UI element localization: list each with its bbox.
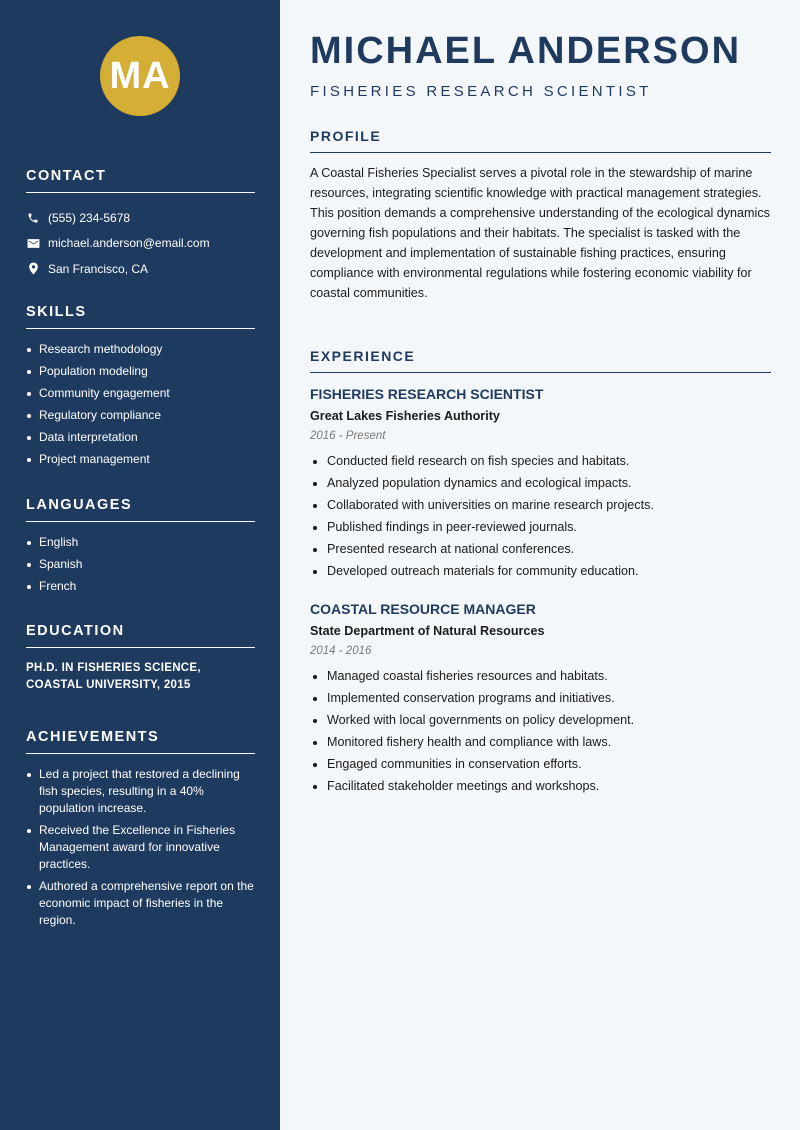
achievement-item: Led a project that restored a declining fish species, resulting in a 40% population increase. <box>26 766 255 817</box>
language-item: French <box>26 578 255 595</box>
profile-heading: PROFILE <box>310 128 771 153</box>
profile-text: A Coastal Fisheries Specialist serves a pivotal role in the stewardship of marine resources, integrating scientific knowledge with practical management strategies. This position demands a comprehensive understanding of the ecological dynamics governing fish populations and their habitats. The specialist is tasked with the development and implementation of sustainable fishing practices, ensuring compliance with environmental regulations while fostering economic viability for coastal communities. <box>310 166 770 300</box>
job-dates: 2016 - Present <box>310 430 386 442</box>
job-bullet: Presented research at national conferences. <box>310 541 771 558</box>
contact-email <box>26 231 255 257</box>
job-bullet: Collaborated with universities on marine research projects. <box>310 497 771 514</box>
email-text: michael.anderson@email.com <box>48 236 210 251</box>
candidate-role: FISHERIES RESEARCH SCIENTIST <box>310 83 652 100</box>
language-item: Spanish <box>26 556 255 573</box>
achievements-heading: ACHIEVEMENTS <box>26 729 255 754</box>
location-text: San Francisco, CA <box>48 261 149 276</box>
profile-section <box>310 128 771 316</box>
job-entry <box>310 386 771 585</box>
skill-item: Regulatory compliance <box>26 407 255 424</box>
job-title: COASTAL RESOURCE MANAGER <box>310 601 536 617</box>
skills-list <box>26 341 255 468</box>
email-icon <box>26 236 40 250</box>
job-bullet: Engaged communities in conservation efforts. <box>310 756 771 773</box>
skill-item: Project management <box>26 451 255 468</box>
education-heading: EDUCATION <box>26 623 255 648</box>
job-bullet: Facilitated stakeholder meetings and workshops. <box>310 778 771 795</box>
job-bullets <box>310 453 771 580</box>
job-bullet: Published findings in peer-reviewed journals. <box>310 519 771 536</box>
job-bullets <box>310 668 771 795</box>
job-bullet: Conducted field research on fish species and habitats. <box>310 453 771 470</box>
experience-heading: EXPERIENCE <box>310 348 771 373</box>
sidebar <box>0 0 280 1130</box>
achievement-item: Received the Excellence in Fisheries Management award for innovative practices. <box>26 822 255 873</box>
job-company: Great Lakes Fisheries Authority <box>310 409 500 423</box>
achievement-item: Authored a comprehensive report on the economic impact of fisheries in the region. <box>26 878 255 929</box>
skill-item: Research methodology <box>26 341 255 358</box>
languages-section <box>26 497 255 600</box>
contact-location <box>26 256 255 282</box>
location-pin-icon <box>26 262 40 276</box>
job-bullet: Managed coastal fisheries resources and habitats. <box>310 668 771 685</box>
job-title: FISHERIES RESEARCH SCIENTIST <box>310 386 544 402</box>
skill-item: Population modeling <box>26 363 255 380</box>
skills-heading: SKILLS <box>26 304 255 329</box>
languages-list <box>26 534 255 595</box>
contact-section <box>26 168 255 282</box>
skill-item: Data interpretation <box>26 429 255 446</box>
job-bullet: Monitored fishery health and compliance with laws. <box>310 734 771 751</box>
achievements-section <box>26 729 255 934</box>
job-bullet: Developed outreach materials for community education. <box>310 563 771 580</box>
skill-item: Community engagement <box>26 385 255 402</box>
language-item: English <box>26 534 255 551</box>
job-bullet: Worked with local governments on policy development. <box>310 712 771 729</box>
languages-heading: LANGUAGES <box>26 497 255 522</box>
contact-phone <box>26 205 255 231</box>
avatar: MA <box>100 36 180 116</box>
job-entry <box>310 601 771 800</box>
candidate-name: MICHAEL ANDERSON <box>310 30 742 72</box>
job-dates: 2014 - 2016 <box>310 645 372 657</box>
contact-heading: CONTACT <box>26 168 255 193</box>
job-bullet: Implemented conservation programs and initiatives. <box>310 690 771 707</box>
phone-icon <box>26 211 40 225</box>
achievements-list <box>26 766 255 929</box>
job-bullet: Analyzed population dynamics and ecological impacts. <box>310 475 771 492</box>
education-section <box>26 623 255 694</box>
job-company: State Department of Natural Resources <box>310 624 545 638</box>
education-degree: PH.D. IN FISHERIES SCIENCE, COASTAL UNIVERSITY, 2015 <box>26 662 201 691</box>
experience-section <box>310 348 771 373</box>
skills-section <box>26 304 255 473</box>
phone-text: (555) 234-5678 <box>48 210 131 225</box>
